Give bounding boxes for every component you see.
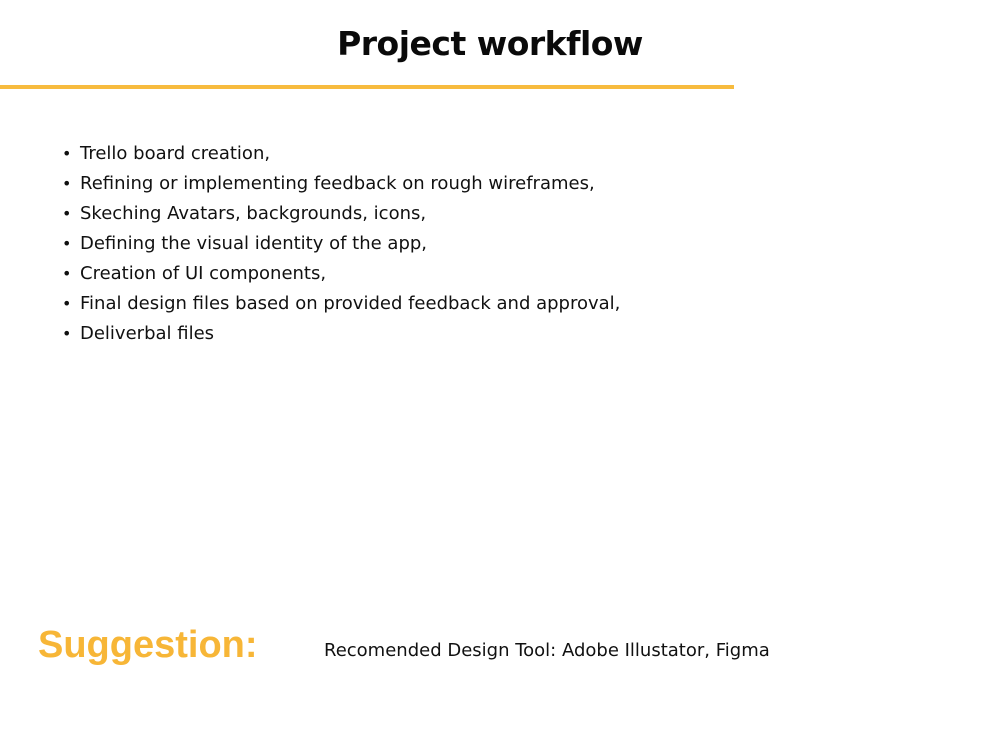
title-underline-divider xyxy=(0,85,734,89)
bullet-icon: • xyxy=(62,174,72,193)
list-item-text: Deliverbal files xyxy=(80,323,215,344)
list-item-text: Trello board creation, xyxy=(80,143,271,164)
workflow-list xyxy=(62,139,620,349)
bullet-icon: • xyxy=(62,144,72,163)
list-item xyxy=(62,259,620,289)
list-item xyxy=(62,199,620,229)
list-item-text: Refining or implementing feedback on rough wireframes, xyxy=(80,173,595,194)
bullet-icon: • xyxy=(62,294,72,313)
list-item xyxy=(62,139,620,169)
bullet-icon: • xyxy=(62,204,72,223)
page-title: Project workflow xyxy=(337,24,643,63)
list-item-text: Creation of UI components, xyxy=(80,263,327,284)
bullet-icon: • xyxy=(62,264,72,283)
suggestion-text: Recomended Design Tool: Adobe Illustator, Figma xyxy=(324,640,770,661)
suggestion-heading: Suggestion: xyxy=(38,624,258,666)
list-item xyxy=(62,289,620,319)
bullet-icon: • xyxy=(62,234,72,253)
list-item-text: Final design files based on provided feedback and approval, xyxy=(80,293,621,314)
list-item xyxy=(62,169,620,199)
list-item xyxy=(62,319,620,349)
list-item-text: Defining the visual identity of the app, xyxy=(80,233,428,254)
list-item xyxy=(62,229,620,259)
list-item-text: Skeching Avatars, backgrounds, icons, xyxy=(80,203,427,224)
bullet-icon: • xyxy=(62,324,72,343)
